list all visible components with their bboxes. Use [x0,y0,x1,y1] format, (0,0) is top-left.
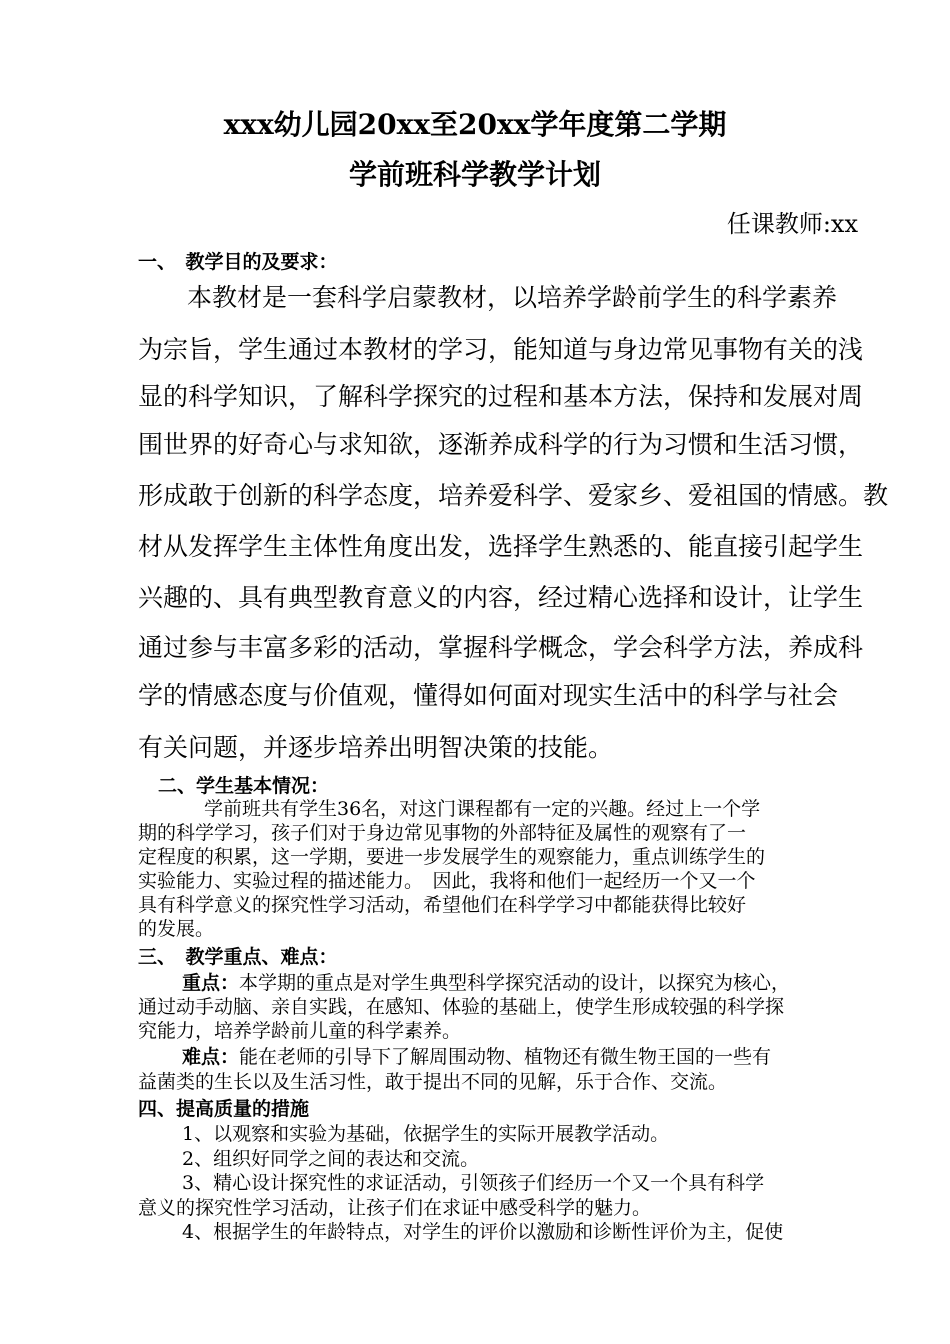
difficulty-line: 益菌类的生长以及生活习性，敢于提出不同的见解，乐于合作、交流。 [138,1071,728,1093]
key-point-line: 通过动手动脑、亲自实践，在感知、体验的基础上，使学生形成较强的科学探 [138,996,785,1018]
section-1-line: 兴趣的、具有典型教育意义的内容，经过精心选择和设计，让学生 [138,583,864,612]
measure-line: 1、以观察和实验为基础，依据学生的实际开展教学活动。 [182,1123,670,1145]
section-2-heading: 二、学生基本情况： [158,775,330,797]
difficulty-line [182,1046,922,1068]
difficulty-text: 能在老师的引导下了解周围动物、植物还有微生物王国的一些有 [239,1046,772,1068]
teacher-name: 任课教师:xx [726,210,858,238]
section-3-heading: 三、 教学重点、难点： [138,946,338,968]
section-2-line: 具有科学意义的探究性学习活动，希望他们在科学学习中都能获得比较好 [138,894,747,916]
measure-line: 意义的探究性学习活动，让孩子们在求证中感受科学的魅力。 [138,1197,652,1219]
section-1-line: 通过参与丰富多彩的活动，掌握科学概念，学会科学方法，养成科 [138,633,864,662]
document-subtitle: 学前班科学教学计划 [348,158,601,191]
section-2-line: 的发展。 [138,918,215,940]
section-1-line: 有关问题，并逐步培养出明智决策的技能。 [138,733,614,762]
key-point-text: 本学期的重点是对学生典型科学探究活动的设计，以探究为核心， [239,972,791,994]
section-2-line: 期的科学学习，孩子们对于身边常见事物的外部特征及属性的观察有了一 [138,822,747,844]
key-point-label: 重点： [182,972,240,994]
section-2-line: 定程度的积累，这一学期，要进一步发展学生的观察能力，重点训练学生的 [138,846,766,868]
section-1-line: 材从发挥学生主体性角度出发，选择学生熟悉的、能直接引起学生 [138,532,864,561]
section-1-line: 为宗旨，学生通过本教材的学习，能知道与身边常见事物有关的浅 [138,335,864,364]
section-2-line: 学前班共有学生36名，对这门课程都有一定的兴趣。经过上一个学 [204,798,761,820]
section-1-line: 形成敢于创新的科学态度，培养爱科学、爱家乡、爱祖国的情感。教 [138,481,889,510]
section-4-heading: 四、提高质量的措施 [138,1098,310,1120]
section-1-line: 本教材是一套科学启蒙教材，以培养学龄前学生的科学素养 [187,283,838,312]
key-point-line: 究能力，培养学龄前儿童的科学素养。 [138,1020,462,1042]
measure-line: 4、根据学生的年龄特点，对学生的评价以激励和诊断性评价为主，促使 [182,1221,784,1243]
measure-line: 3、精心设计探究性的求证活动，引领孩子们经历一个又一个具有科学 [182,1172,765,1194]
section-2-line: 实验能力、实验过程的描述能力。 因此，我将和他们一起经历一个又一个 [138,870,756,892]
section-1-line: 学的情感态度与价值观，懂得如何面对现实生活中的科学与社会 [138,681,839,710]
measure-line: 2、组织好同学之间的表达和交流。 [182,1148,480,1170]
section-1-line: 显的科学知识，了解科学探究的过程和基本方法，保持和发展对周 [138,382,864,411]
key-point-line [182,972,922,994]
section-1-heading: 一、 教学目的及要求： [138,251,338,273]
section-1-line: 围世界的好奇心与求知欲，逐渐养成科学的行为习惯和生活习惯， [138,430,864,459]
difficulty-label: 难点： [182,1046,240,1068]
document-title: xxx幼儿园20xx至20xx学年度第二学期 [223,108,727,141]
